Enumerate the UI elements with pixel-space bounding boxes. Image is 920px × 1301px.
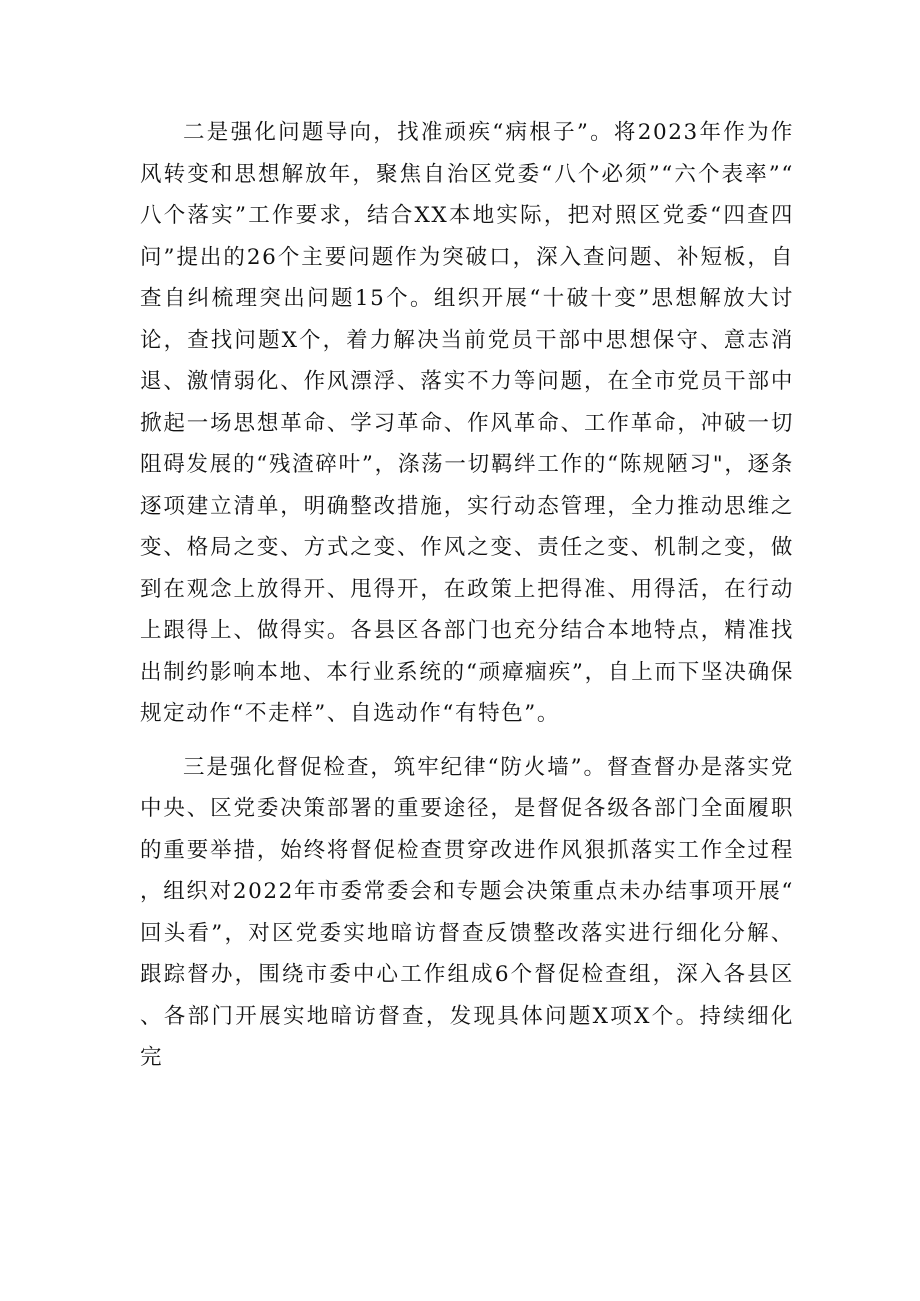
paragraph-supervision-inspection: 三是强化督促检查，筑牢纪律“防火墙”。督查督办是落实党中央、区党委决策部署的重要途径，是督促各级各部门全面履职的重要举措，始终将督促检查贯穿改进作风狠抓落实工作全过程，组织对2022年市委常委会和专题会决策重点未办结事项开展“回头看”，对区党委实地暗访督查反馈整改落实进行细化分解、跟踪督办，围绕市委中心工作组成6个督促检查组，深入各县区、各部门开展实地暗访督查，发现具体问题X项X个。持续细化完: [140, 754, 794, 1070]
paragraph-problem-orientation: 二是强化问题导向，找准顽疾“病根子”。将2023年作为作风转变和思想解放年，聚焦自治区党委“八个必须”“六个表率”“八个落实”工作要求，结合XX本地实际，把对照区党委“四查四问”提出的26个主要问题作为突破口，深入查问题、补短板，自查自纠梳理突出问题15个。组织开展“十破十变”思想解放大讨论，查找问题X个，着力解决当前党员干部中思想保守、意志消退、激情弱化、作风漂浮、落实不力等问题，在全市党员干部中掀起一场思想革命、学习革命、作风革命、工作革命，冲破一切阻碍发展的“残渣碎叶”，涤荡一切羁绊工作的“陈规陋习"，逐条逐项建立清单，明确整改措施，实行动态管理，全力推动思维之变、格局之变、方式之变、作风之变、责任之变、机制之变，做到在观念上放得开、甩得开，在政策上把得准、用得活，在行动上跟得上、做得实。各县区各部门也充分结合本地特点，精准找出制约影响本地、本行业系统的“顽瘴痼疾”，自上而下坚决确保规定动作“不走样”、自选动作“有特色”。: [140, 120, 794, 726]
document-body: [140, 112, 794, 1079]
